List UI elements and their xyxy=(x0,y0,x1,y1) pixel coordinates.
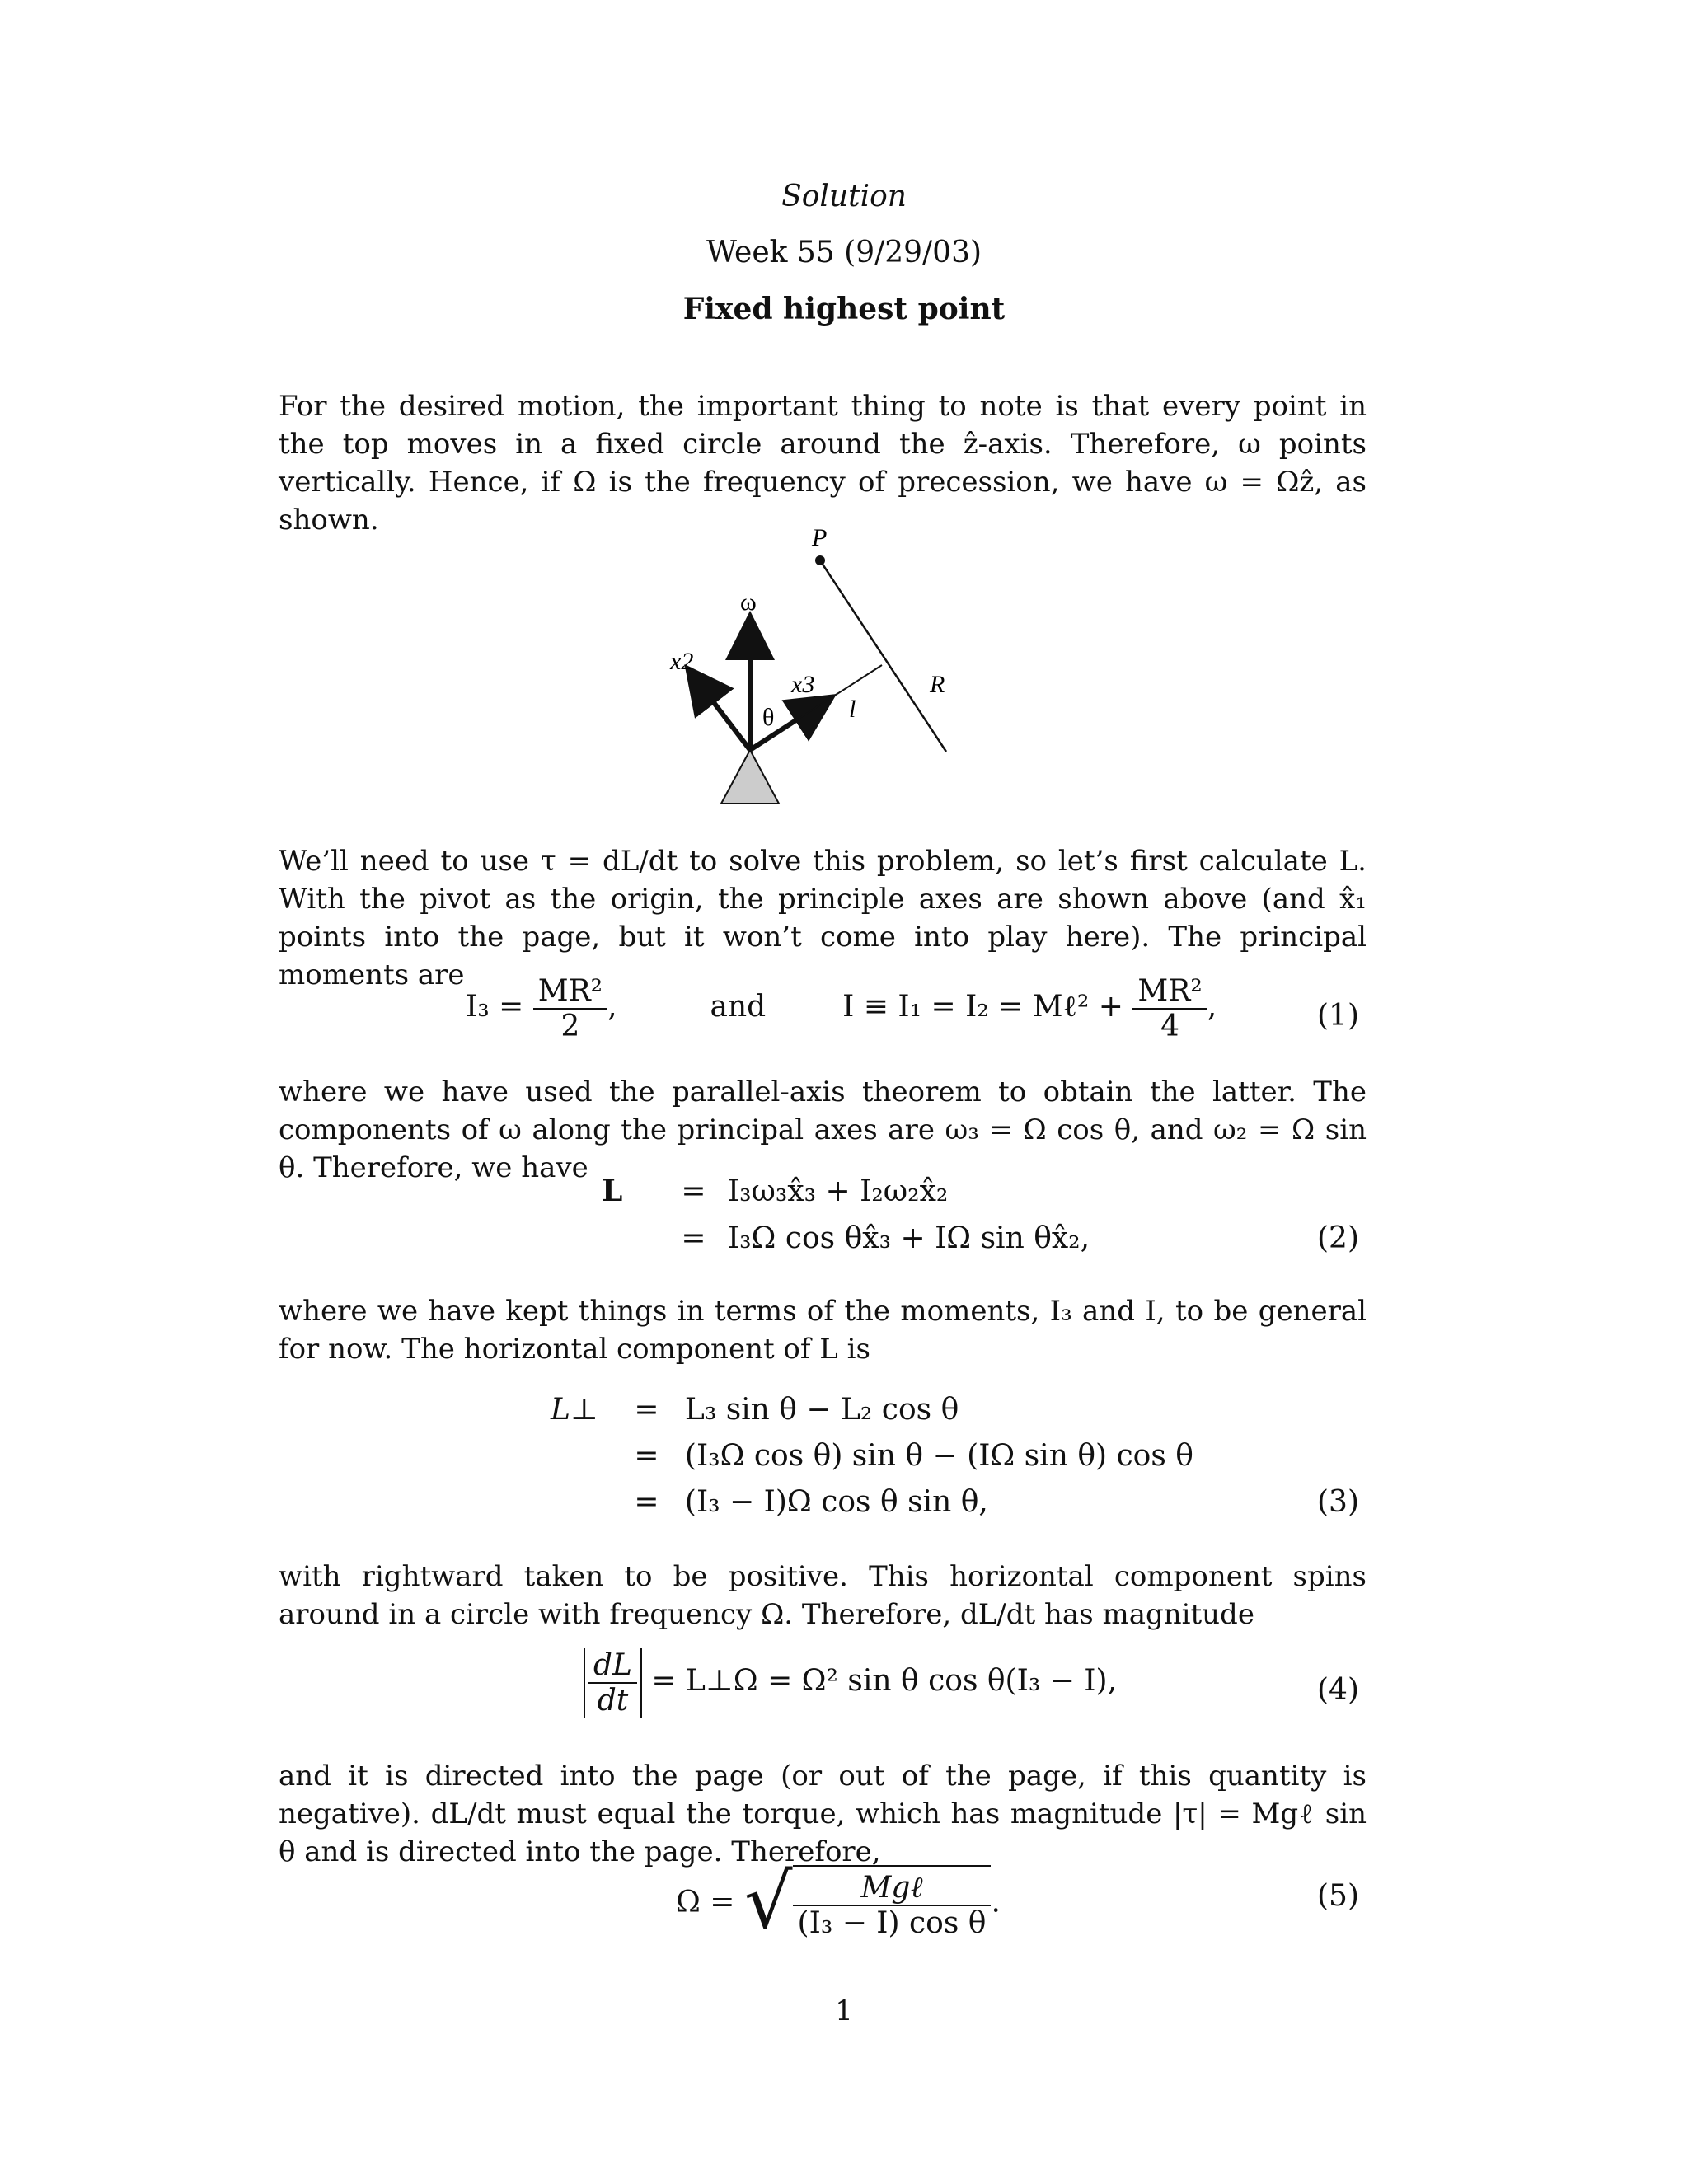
eq5-lhs: Ω = xyxy=(676,1885,735,1919)
eq4-abs xyxy=(584,1648,642,1718)
equation-3-line-2 xyxy=(551,1439,1193,1473)
eq1-comma1: , xyxy=(607,990,617,1024)
eq2-rhs1: I₃ω₃x̂₃ + I₂ω₂x̂₂ xyxy=(727,1174,949,1208)
equation-2-line-2 xyxy=(602,1221,1090,1255)
page-number: 1 xyxy=(835,1994,853,2027)
page-title: Fixed highest point xyxy=(682,292,1006,326)
label-theta: θ xyxy=(762,704,775,731)
week-label: Week 55 (9/29/03) xyxy=(706,236,982,269)
eq2-eq1: = xyxy=(681,1174,706,1208)
section-label: Solution xyxy=(781,180,907,213)
eq1-lhs: I₃ = xyxy=(466,990,524,1024)
precession-figure xyxy=(643,527,1006,824)
eq3-line3: (I₃ − I)Ω cos θ sin θ, xyxy=(684,1485,988,1519)
equation-3-line-1 xyxy=(551,1393,959,1427)
pivot-cone xyxy=(721,750,779,804)
paragraph-angular-momentum: We’ll need to use τ = dL/dt to solve this problem, so let’s first calculate L. With the pivot as the origin, the principle axes are shown above (and x̂₁ points into the page, but it won’t come into play here). The principal moments are xyxy=(279,845,1367,991)
disk-edge xyxy=(820,560,946,752)
equation-5 xyxy=(676,1858,1001,1946)
eq1-frac1 xyxy=(533,974,607,1043)
eq2-eq2: = xyxy=(681,1221,706,1255)
eq1-frac1-den: 2 xyxy=(560,1010,580,1043)
eq1-comma2: , xyxy=(1207,990,1217,1024)
x2-arrow xyxy=(696,680,750,750)
eq1-frac2-num: MR² xyxy=(1132,974,1207,1010)
eq2-lhs: L xyxy=(602,1174,623,1208)
eq5-frac-den: (I₃ − I) cos θ xyxy=(797,1905,987,1940)
label-p: P xyxy=(812,527,828,551)
eq1-frac2-den: 4 xyxy=(1160,1010,1180,1043)
equation-2-number: (2) xyxy=(1317,1221,1359,1255)
eq3-eq1: = xyxy=(634,1393,659,1427)
label-r: R xyxy=(930,671,945,698)
equation-1-number: (1) xyxy=(1317,999,1359,1033)
equation-4 xyxy=(584,1648,1117,1718)
eq1-and: and xyxy=(710,990,767,1024)
eq3-line1: L₃ sin θ − L₂ cos θ xyxy=(684,1393,959,1427)
eq2-rhs2: I₃Ω cos θx̂₃ + IΩ sin θx̂₂, xyxy=(727,1221,1090,1255)
eq4-frac xyxy=(588,1648,637,1718)
equation-4-number: (4) xyxy=(1317,1673,1359,1707)
paragraph-rotation: with rightward taken to be positive. This horizontal component spins around in a circle with frequency Ω. Therefore, dL/dt has magnitude xyxy=(279,1560,1367,1631)
eq4-frac-num: dL xyxy=(588,1648,637,1684)
eq5-frac xyxy=(793,1870,992,1940)
eq4-frac-den: dt xyxy=(597,1684,629,1718)
label-x2: x2 xyxy=(670,648,694,675)
eq3-eq3: = xyxy=(634,1485,659,1519)
equation-3-line-3 xyxy=(551,1485,988,1519)
eq3-line2: (I₃Ω cos θ) sin θ − (IΩ sin θ) cos θ xyxy=(684,1439,1193,1473)
eq3-lhs: L⊥ xyxy=(551,1393,598,1427)
sqrt-symbol: √ xyxy=(743,1858,793,1946)
eq5-period: . xyxy=(991,1885,1001,1919)
label-omega: ω xyxy=(740,588,757,616)
equation-5-number: (5) xyxy=(1317,1879,1359,1913)
point-p xyxy=(815,555,825,565)
equation-3-number: (3) xyxy=(1317,1485,1359,1519)
equation-2-line-1 xyxy=(602,1174,948,1208)
eq4-rhs: = L⊥Ω = Ω² sin θ cos θ(I₃ − I), xyxy=(651,1664,1118,1698)
eq1-mid: I ≡ I₁ = I₂ = Mℓ² + xyxy=(842,990,1123,1024)
eq5-frac-num: Mgℓ xyxy=(793,1870,992,1906)
label-l: l xyxy=(849,696,856,723)
paragraph-intro: For the desired motion, the important thing to note is that every point in the top moves in a fixed circle around the ẑ-axis. Therefore, ω points vertically. Hence, if Ω is the frequency of precession, we have ω = Ωẑ, as shown. xyxy=(279,390,1367,537)
label-x3: x3 xyxy=(791,671,815,698)
eq1-frac1-num: MR² xyxy=(533,974,607,1010)
eq5-radicand xyxy=(793,1865,992,1940)
paragraph-components: where we have used the parallel-axis theorem to obtain the latter. The components of ω along the principal axes are ω₃ = Ω cos θ, and ω₂ = Ω sin θ. Therefore, we have xyxy=(279,1076,1367,1184)
equation-1 xyxy=(466,974,1217,1043)
paragraph-torque: and it is directed into the page (or out of the page, if this quantity is negative). dL/dt must equal the torque, which has magnitude |τ| = Mgℓ sin θ and is directed into the page. Therefore, xyxy=(279,1760,1367,1868)
eq1-frac2 xyxy=(1132,974,1207,1043)
paragraph-horizontal: where we have kept things in terms of the moments, I₃ and I, to be general for now. The horizontal component of L is xyxy=(279,1295,1367,1366)
eq3-eq2: = xyxy=(634,1439,659,1473)
